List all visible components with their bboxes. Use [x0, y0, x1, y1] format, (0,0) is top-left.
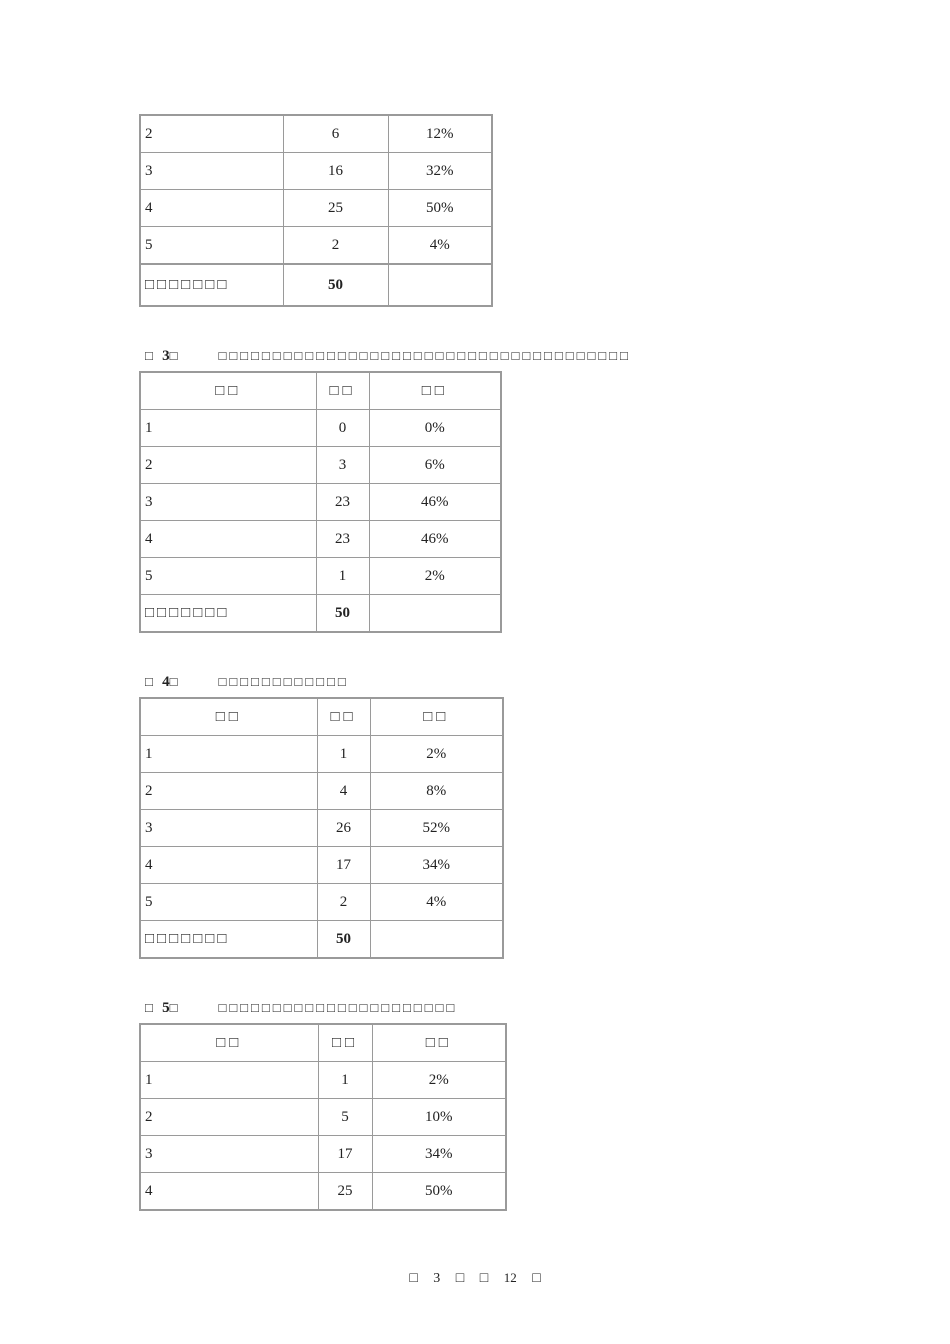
count-cell: 4	[317, 773, 370, 810]
footer-suffix: □	[532, 1271, 541, 1286]
count-cell: 17	[318, 1136, 372, 1173]
footer-mid-1: □	[455, 1271, 465, 1286]
table-row	[140, 521, 501, 558]
empty-cell	[388, 264, 492, 306]
question-prefix: □	[145, 348, 156, 363]
header-percent: □□	[369, 372, 501, 410]
option-cell: 5	[140, 227, 283, 265]
table-2	[139, 114, 493, 307]
table-row	[140, 810, 503, 847]
percent-cell: 46%	[369, 484, 501, 521]
header-row	[140, 372, 501, 410]
option-cell: 4	[140, 847, 317, 884]
table-row	[140, 190, 492, 227]
question-5-title	[145, 998, 457, 1018]
empty-cell	[370, 921, 503, 959]
count-cell: 25	[318, 1173, 372, 1211]
header-row	[140, 1024, 506, 1062]
percent-cell: 0%	[369, 410, 501, 447]
page-number: 3	[433, 1271, 441, 1286]
header-count: □□	[316, 372, 369, 410]
option-cell: 4	[140, 190, 283, 227]
question-text: □□□□□□□□□□□□□□□□□□□□□□	[218, 1000, 458, 1015]
question-suffix: □	[169, 674, 181, 689]
option-cell: 3	[140, 1136, 318, 1173]
option-cell: 2	[140, 115, 283, 153]
question-text: □□□□□□□□□□□□	[218, 674, 349, 689]
percent-cell: 4%	[388, 227, 492, 265]
header-option: □□	[140, 1024, 318, 1062]
question-number: 3	[162, 348, 170, 364]
total-label: □□□□□□□	[140, 595, 316, 633]
table-row	[140, 153, 492, 190]
question-text: □□□□□□□□□□□□□□□□□□□□□□□□□□□□□□□□□□□□□□	[218, 348, 631, 363]
percent-cell: 12%	[388, 115, 492, 153]
total-row	[140, 595, 501, 633]
footer-prefix: □	[409, 1271, 418, 1286]
option-cell: 5	[140, 558, 316, 595]
percent-cell: 34%	[370, 847, 503, 884]
count-cell: 1	[317, 736, 370, 773]
page-footer	[0, 1270, 950, 1287]
count-cell: 1	[318, 1062, 372, 1099]
count-cell: 23	[316, 484, 369, 521]
total-value: 50	[283, 264, 388, 306]
question-4-title	[145, 672, 349, 692]
percent-cell: 6%	[369, 447, 501, 484]
table-row	[140, 227, 492, 265]
total-pages: 12	[503, 1270, 517, 1285]
table-3	[139, 371, 502, 633]
table-row	[140, 884, 503, 921]
table-row	[140, 736, 503, 773]
percent-cell: 4%	[370, 884, 503, 921]
option-cell: 4	[140, 1173, 318, 1211]
option-cell: 3	[140, 153, 283, 190]
percent-cell: 8%	[370, 773, 503, 810]
option-cell: 1	[140, 1062, 318, 1099]
option-cell: 3	[140, 810, 317, 847]
option-cell: 4	[140, 521, 316, 558]
option-cell: 2	[140, 447, 316, 484]
question-suffix: □	[169, 1000, 181, 1015]
count-cell: 2	[317, 884, 370, 921]
percent-cell: 32%	[388, 153, 492, 190]
option-cell: 1	[140, 410, 316, 447]
option-cell: 5	[140, 884, 317, 921]
percent-cell: 52%	[370, 810, 503, 847]
count-cell: 16	[283, 153, 388, 190]
count-cell: 2	[283, 227, 388, 265]
table-row	[140, 447, 501, 484]
table-row	[140, 1136, 506, 1173]
table-row	[140, 1099, 506, 1136]
header-option: □□	[140, 372, 316, 410]
header-row	[140, 698, 503, 736]
count-cell: 1	[316, 558, 369, 595]
total-value: 50	[317, 921, 370, 959]
total-row	[140, 264, 492, 306]
table-row	[140, 773, 503, 810]
percent-cell: 50%	[388, 190, 492, 227]
total-value: 50	[316, 595, 369, 633]
table-row	[140, 558, 501, 595]
question-number: 4	[162, 674, 170, 690]
question-prefix: □	[145, 674, 156, 689]
count-cell: 17	[317, 847, 370, 884]
table-5	[139, 1023, 507, 1211]
total-label: □□□□□□□	[140, 921, 317, 959]
option-cell: 2	[140, 1099, 318, 1136]
table-row	[140, 1173, 506, 1211]
count-cell: 26	[317, 810, 370, 847]
table-2-continued	[139, 114, 493, 307]
header-percent: □□	[370, 698, 503, 736]
option-cell: 2	[140, 773, 317, 810]
count-cell: 0	[316, 410, 369, 447]
total-label: □□□□□□□	[140, 264, 283, 306]
percent-cell: 2%	[369, 558, 501, 595]
option-cell: 3	[140, 484, 316, 521]
total-row	[140, 921, 503, 959]
percent-cell: 34%	[372, 1136, 506, 1173]
question-3-title	[145, 346, 631, 366]
count-cell: 3	[316, 447, 369, 484]
percent-cell: 2%	[372, 1062, 506, 1099]
header-percent: □□	[372, 1024, 506, 1062]
header-count: □□	[318, 1024, 372, 1062]
percent-cell: 2%	[370, 736, 503, 773]
percent-cell: 46%	[369, 521, 501, 558]
count-cell: 23	[316, 521, 369, 558]
question-suffix: □	[169, 348, 181, 363]
header-option: □□	[140, 698, 317, 736]
count-cell: 6	[283, 115, 388, 153]
count-cell: 5	[318, 1099, 372, 1136]
question-number: 5	[162, 1000, 170, 1016]
table-row	[140, 115, 492, 153]
empty-cell	[369, 595, 501, 633]
question-prefix: □	[145, 1000, 156, 1015]
option-cell: 1	[140, 736, 317, 773]
table-row	[140, 484, 501, 521]
count-cell: 25	[283, 190, 388, 227]
table-row	[140, 410, 501, 447]
percent-cell: 10%	[372, 1099, 506, 1136]
footer-mid-2: □	[479, 1271, 489, 1286]
table-row	[140, 1062, 506, 1099]
percent-cell: 50%	[372, 1173, 506, 1211]
header-count: □□	[317, 698, 370, 736]
table-4	[139, 697, 504, 959]
table-row	[140, 847, 503, 884]
